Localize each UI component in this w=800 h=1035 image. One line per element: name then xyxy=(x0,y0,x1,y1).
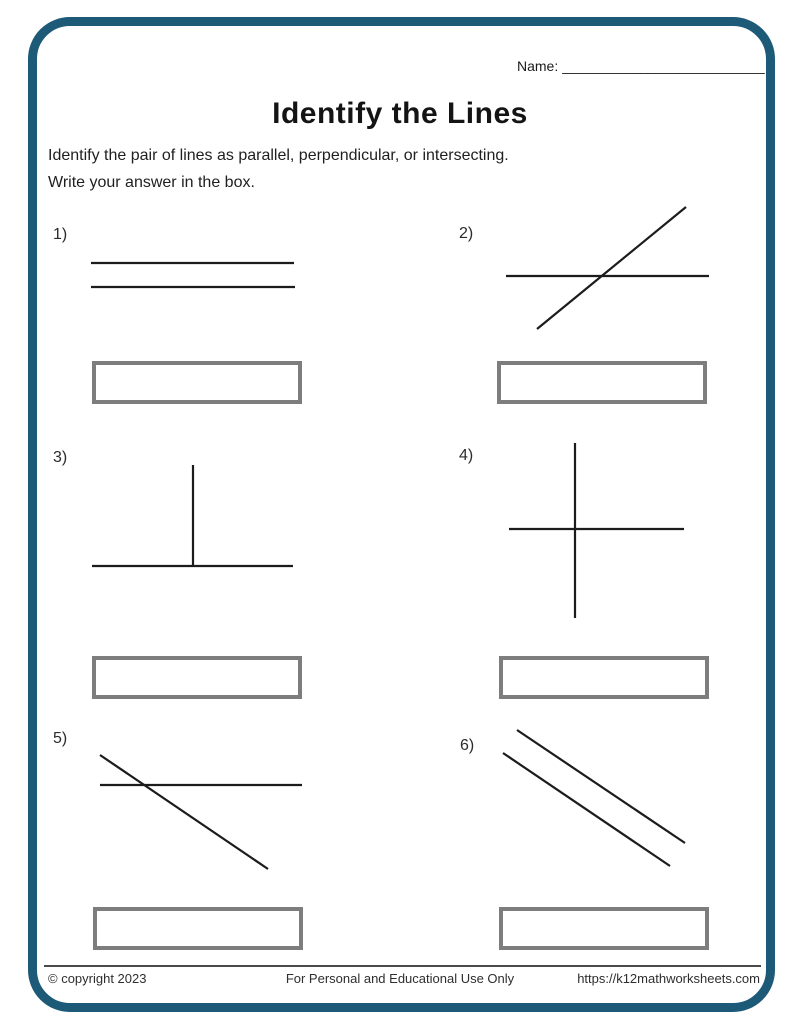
problem-1-answer-box[interactable] xyxy=(92,361,302,404)
footer-copyright: © copyright 2023 xyxy=(48,971,147,986)
footer-usage: For Personal and Educational Use Only xyxy=(285,971,515,986)
problem-4-number: 4) xyxy=(459,447,474,464)
instructions xyxy=(48,142,509,196)
problem-2-answer-box[interactable] xyxy=(497,361,707,404)
footer-divider xyxy=(44,965,761,967)
problem-2-number: 2) xyxy=(459,225,474,242)
footer-url: https://k12mathworksheets.com xyxy=(577,971,760,986)
problem-5-number: 5) xyxy=(53,730,68,747)
problem-3-answer-box[interactable] xyxy=(92,656,302,699)
instructions-line-2: Write your answer in the box. xyxy=(48,174,255,191)
problem-5-answer-box[interactable] xyxy=(93,907,303,950)
problem-1-number: 1) xyxy=(53,226,68,243)
problem-6-number: 6) xyxy=(460,737,475,754)
worksheet-title: Identify the Lines xyxy=(272,97,528,130)
name-blank-line[interactable]: __________________________ xyxy=(562,58,765,74)
problem-3-number: 3) xyxy=(53,449,68,466)
name-field xyxy=(517,58,765,74)
problem-4-answer-box[interactable] xyxy=(499,656,709,699)
problem-6-answer-box[interactable] xyxy=(499,907,709,950)
instructions-line-1: Identify the pair of lines as parallel, perpendicular, or intersecting. xyxy=(48,147,509,164)
name-label: Name: xyxy=(517,58,559,74)
